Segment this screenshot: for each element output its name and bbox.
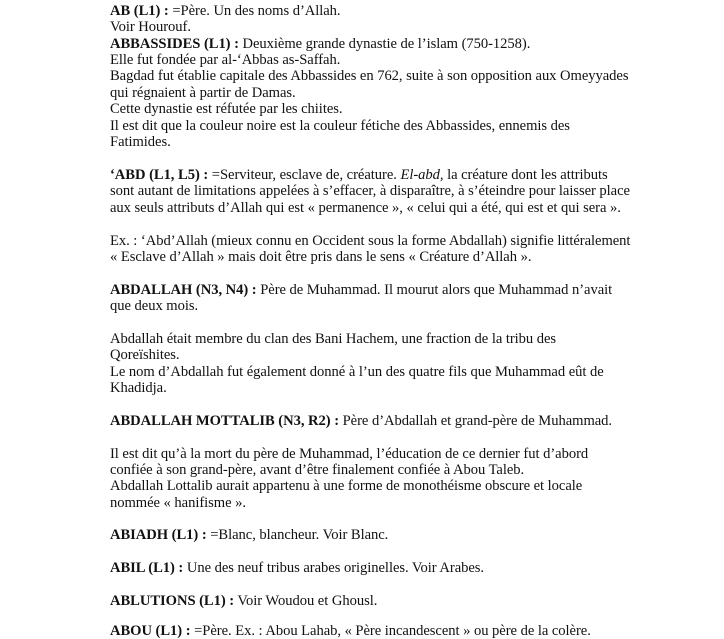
entry-abiadh <box>110 527 388 543</box>
entry-abil <box>110 560 484 576</box>
text-line: sont autant de limitations appelées à s’effacer, à disparaître, à s’éteindre pour laisser place <box>110 183 630 199</box>
entry-definition: =Père. Ex. : Abou Lahab, « Père incandescent » ou père de la colère. <box>190 623 591 639</box>
text-line: Cette dynastie est réfutée par les chiites. <box>110 101 343 117</box>
entry-term: ABIADH (L1) : <box>110 527 207 543</box>
text-line: Il est dit que la couleur noire est la couleur fétiche des Abbassides, ennemis des <box>110 118 570 134</box>
entry-definition: =Serviteur, esclave de, créature. <box>208 167 401 183</box>
entry-term: AB (L1) : <box>110 3 169 19</box>
entry-definition: =Blanc, blancheur. Voir Blanc. <box>206 527 389 543</box>
text-line: Bagdad fut établie capitale des Abbassides en 762, suite à son opposition aux Omeyyades <box>110 68 629 84</box>
entry-term: ‘ABD (L1, L5) : <box>110 167 209 183</box>
entry-term: ABDALLAH (N3, N4) : <box>110 282 257 298</box>
text-line: Khadidja. <box>110 380 167 396</box>
entry-abou <box>110 623 591 639</box>
text-line: aux seuls attributs d’Allah qui est « permanence », « celui qui a été, qui est et qui sera ». <box>110 200 621 216</box>
entry-ab-see: Voir Hourouf. <box>110 19 191 35</box>
entry-term: ABBASSIDES (L1) : <box>110 36 239 52</box>
entry-term: ABIL (L1) : <box>110 560 184 576</box>
text-line: Fatimides. <box>110 134 171 150</box>
entry-definition: Voir Woudou et Ghousl. <box>234 593 378 609</box>
entry-abbassides <box>110 36 530 52</box>
entry-term: ABLUTIONS (L1) : <box>110 593 235 609</box>
example-line: Ex. : ‘Abd’Allah (mieux connu en Occident sous la forme Abdallah) signifie littéralement <box>110 233 631 249</box>
text-line: confiée à son grand-père, avant d’être finalement confiée à Abou Taleb. <box>110 462 525 478</box>
entry-definition: Père d’Abdallah et grand-père de Muhammad. <box>339 413 613 429</box>
text-line: Abdallah Lottalib aurait appartenu à une forme de monothéisme obscure et locale <box>110 478 583 494</box>
entry-abdallah <box>110 282 612 298</box>
text-line: Elle fut fondée par al-‘Abbas as-Saffah. <box>110 52 341 68</box>
entry-abdallah-mottalib <box>110 413 612 429</box>
entry-definition-italic: El-abd, <box>400 167 444 183</box>
text-line: qui régnaient à partir de Damas. <box>110 85 296 101</box>
text-line: Abdallah était membre du clan des Bani Hachem, une fraction de la tribu des <box>110 331 557 347</box>
entry-ablutions <box>110 593 377 609</box>
entry-definition: Deuxième grande dynastie de l’islam (750-1258). <box>238 36 531 52</box>
example-line: « Esclave d’Allah » mais doit être pris dans le sens « Créature d’Allah ». <box>110 249 532 265</box>
text-line: que deux mois. <box>110 298 199 314</box>
entry-definition: Père de Muhammad. Il mourut alors que Muhammad n’avait <box>256 282 613 298</box>
entry-term: ABOU (L1) : <box>110 623 191 639</box>
entry-definition: =Père. Un des noms d’Allah. <box>168 3 341 19</box>
entry-abd <box>110 167 608 183</box>
text-line: Qoreïshites. <box>110 347 180 363</box>
entry-term: ABDALLAH MOTTALIB (N3, R2) : <box>110 413 340 429</box>
entry-ab <box>110 3 341 19</box>
text-line: Le nom d’Abdallah fut également donné à l’un des quatre fils que Muhammad eût de <box>110 364 604 380</box>
entry-definition: Une des neuf tribus arabes originelles. Voir Arabes. <box>183 560 485 576</box>
text-line: nommée « hanifisme ». <box>110 495 246 511</box>
entry-definition: la créature dont les attributs <box>443 167 608 183</box>
text-line: Il est dit qu’à la mort du père de Muhammad, l’éducation de ce dernier fut d’abord <box>110 446 589 462</box>
